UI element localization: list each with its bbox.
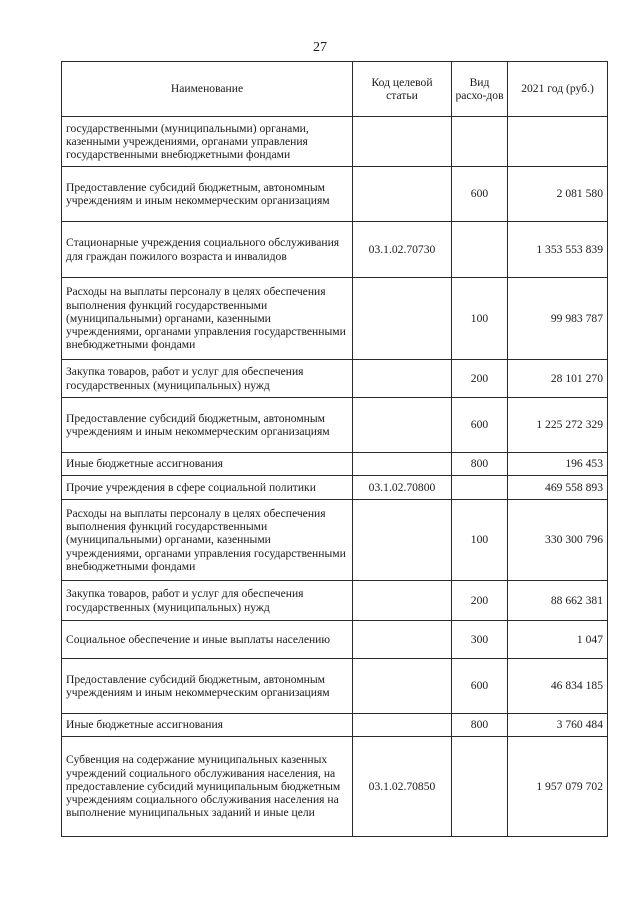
row-type: 800 <box>452 714 508 737</box>
row-type <box>452 476 508 500</box>
table-row <box>62 714 608 737</box>
row-type: 600 <box>452 659 508 714</box>
row-name: Расходы на выплаты персоналу в целях обеспечения выполнения функций государственными (муниципальными) органами, казенными учреждениями, органами управления государственными внебюджетными фондами <box>62 278 353 360</box>
table-row <box>62 500 608 581</box>
row-amount: 2 081 580 <box>508 167 608 222</box>
row-amount: 46 834 185 <box>508 659 608 714</box>
row-code <box>353 167 452 222</box>
table-row <box>62 117 608 167</box>
budget-table <box>61 61 608 837</box>
page-number: 27 <box>313 40 327 55</box>
row-type: 800 <box>452 453 508 476</box>
row-code <box>353 278 452 360</box>
row-amount: 1 225 272 329 <box>508 398 608 453</box>
row-code <box>353 117 452 167</box>
row-name: Субвенция на содержание муниципальных казенных учреждений социального обслуживания населения, на предоставление субсидий муниципальным бюджетным учреждениям социального обслуживания населения на выполнение муниципальных заданий и иные цели <box>62 737 353 837</box>
row-name: Предоставление субсидий бюджетным, автономным учреждениям и иным некоммерческим организациям <box>62 659 353 714</box>
table-row <box>62 222 608 278</box>
table-row <box>62 167 608 222</box>
header-code: Код целевой статьи <box>353 62 452 117</box>
row-code <box>353 621 452 659</box>
header-type: Вид расхо-дов <box>452 62 508 117</box>
row-name: Социальное обеспечение и иные выплаты населению <box>62 621 353 659</box>
row-amount: 88 662 381 <box>508 581 608 621</box>
row-type <box>452 222 508 278</box>
row-amount: 3 760 484 <box>508 714 608 737</box>
row-code <box>353 360 452 398</box>
row-amount: 196 453 <box>508 453 608 476</box>
table-row <box>62 360 608 398</box>
row-code <box>353 659 452 714</box>
row-code <box>353 398 452 453</box>
row-name: Прочие учреждения в сфере социальной политики <box>62 476 353 500</box>
row-type <box>452 117 508 167</box>
row-amount <box>508 117 608 167</box>
row-amount: 1 957 079 702 <box>508 737 608 837</box>
table-row <box>62 278 608 360</box>
table-row <box>62 621 608 659</box>
row-name: Стационарные учреждения социального обслуживания для граждан пожилого возраста и инвалидов <box>62 222 353 278</box>
table-row <box>62 398 608 453</box>
row-name: Иные бюджетные ассигнования <box>62 453 353 476</box>
row-amount: 1 047 <box>508 621 608 659</box>
row-type: 300 <box>452 621 508 659</box>
row-amount: 99 983 787 <box>508 278 608 360</box>
row-type <box>452 737 508 837</box>
row-type: 600 <box>452 398 508 453</box>
table-header-row <box>62 62 608 117</box>
row-amount: 330 300 796 <box>508 500 608 581</box>
row-code <box>353 581 452 621</box>
row-name: государственными (муниципальными) органами, казенными учреждениями, органами управления государственными внебюджетными фондами <box>62 117 353 167</box>
row-type: 100 <box>452 278 508 360</box>
row-code: 03.1.02.70850 <box>353 737 452 837</box>
row-code: 03.1.02.70800 <box>353 476 452 500</box>
row-name: Расходы на выплаты персоналу в целях обеспечения выполнения функций государственными (муниципальными) органами, казенными учреждениями, органами управления государственными внебюджетными фондами <box>62 500 353 581</box>
row-type: 200 <box>452 581 508 621</box>
header-amount: 2021 год (руб.) <box>508 62 608 117</box>
row-name: Закупка товаров, работ и услуг для обеспечения государственных (муниципальных) нужд <box>62 581 353 621</box>
table-row <box>62 659 608 714</box>
table-row <box>62 581 608 621</box>
row-type: 200 <box>452 360 508 398</box>
table-row <box>62 737 608 837</box>
row-name: Иные бюджетные ассигнования <box>62 714 353 737</box>
row-name: Закупка товаров, работ и услуг для обеспечения государственных (муниципальных) нужд <box>62 360 353 398</box>
row-amount: 28 101 270 <box>508 360 608 398</box>
row-name: Предоставление субсидий бюджетным, автономным учреждениям и иным некоммерческим организациям <box>62 398 353 453</box>
row-type: 100 <box>452 500 508 581</box>
row-code <box>353 500 452 581</box>
table-row <box>62 453 608 476</box>
row-code <box>353 453 452 476</box>
header-name: Наименование <box>62 62 353 117</box>
row-name: Предоставление субсидий бюджетным, автономным учреждениям и иным некоммерческим организациям <box>62 167 353 222</box>
row-code <box>353 714 452 737</box>
row-amount: 1 353 553 839 <box>508 222 608 278</box>
row-code: 03.1.02.70730 <box>353 222 452 278</box>
row-amount: 469 558 893 <box>508 476 608 500</box>
row-type: 600 <box>452 167 508 222</box>
table-row <box>62 476 608 500</box>
